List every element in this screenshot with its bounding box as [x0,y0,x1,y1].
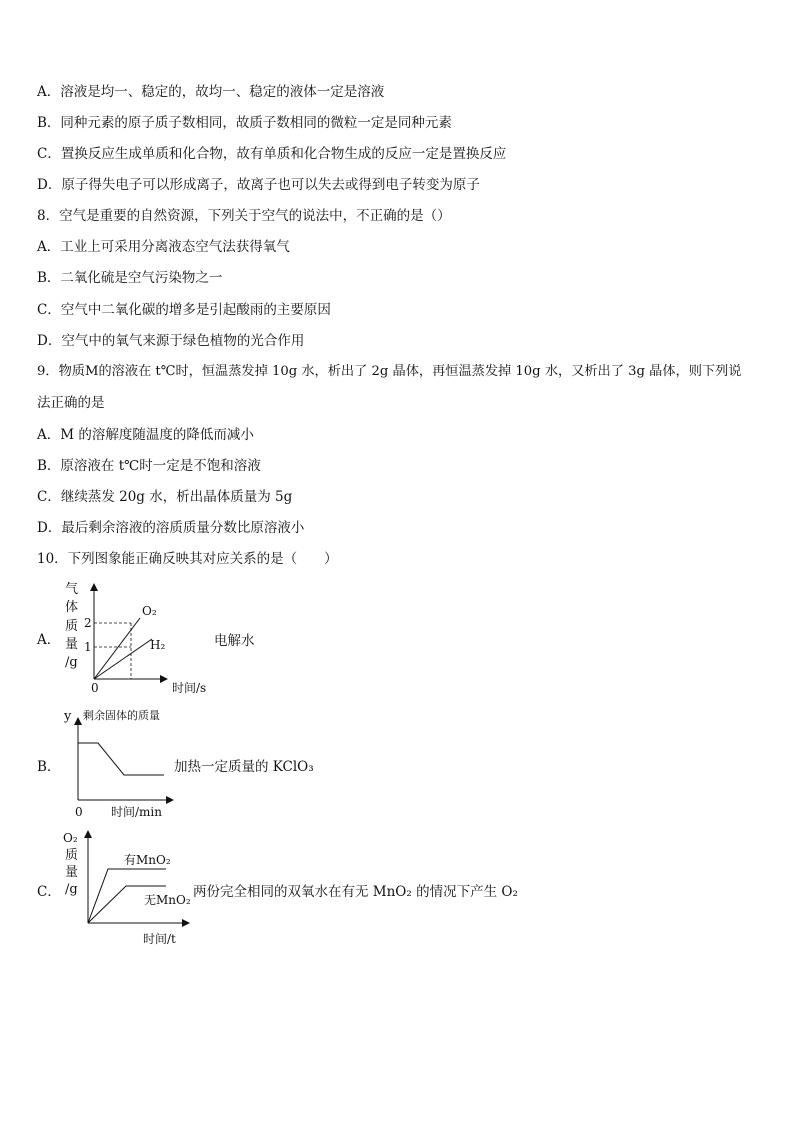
graph-c-ylabel-2: 量 [65,865,79,880]
q7-option-a: A．溶液是均一、稳定的，故均一、稳定的液体一定是溶液 [37,84,385,100]
graph-b-ylabel: 剩余固体的质量 [83,709,160,722]
graph-b-origin: 0 [75,805,83,819]
q9-option-c: C．继续蒸发 20g 水，析出晶体质量为 5g [37,489,293,505]
graph-c-label-without: 无MnO₂ [144,893,191,907]
graph-c-label-with: 有MnO₂ [124,853,171,867]
graph-c-xlabel: 时间/t [143,932,176,946]
graph-c-ylabel-3: /g [65,882,78,897]
q7-option-c: C．置换反应生成单质和化合物，故有单质和化合物生成的反应一定是置换反应 [37,146,507,162]
graph-a-line-h2 [94,639,152,679]
q10-a-label: A． [37,632,61,648]
graph-a-caption: 电解水 [214,633,255,649]
q7-option-d: D．原子得失电子可以形成离子，故离子也可以失去或得到电子转变为原子 [37,177,480,193]
q8-stem: 8．空气是重要的自然资源，下列关于空气的说法中，不正确的是（） [37,208,451,224]
q9-option-a: A．M 的溶解度随温度的降低而减小 [37,427,254,443]
graph-a-ylabel-0: 气 [65,582,79,597]
q8-option-a: A．工业上可采用分离液态空气法获得氧气 [37,239,290,255]
graph-c-ylabel-0: O₂ [63,831,78,845]
graph-b-curve [78,743,164,775]
graph-a-ylabel-4: /g [65,655,78,670]
q9-option-b: B．原溶液在 t℃时一定是不饱和溶液 [37,458,261,474]
q9-stem-line2: 法正确的是 [37,395,105,411]
graph-b-y-letter: y [64,709,72,724]
graph-a-xlabel: 时间/s [172,681,207,695]
graph-a-line-o2 [94,618,140,679]
graph-a-h2-label: H₂ [150,638,166,652]
q10-c-label: C． [37,884,61,900]
graph-a-tick-2: 2 [84,616,92,630]
graph-a-o2-label: O₂ [142,604,157,618]
graph-b-xlabel: 时间/min [111,805,162,819]
graph-a-ylabel-3: 量 [65,637,79,652]
q7-option-b: B．同种元素的原子质子数相同，故质子数相同的微粒一定是同种元素 [37,115,452,131]
q9-option-d: D．最后剩余溶液的溶质质量分数比原溶液小 [37,520,305,536]
graph-a-ylabel-1: 体 [65,600,79,615]
q9-stem-line1: 9．物质M的溶液在 t℃时，恒温蒸发掉 10g 水，析出了 2g 晶体，再恒温蒸发掉 10g 水，又析出了 3g 晶体，则下列说 [37,364,742,379]
graph-a-tick-1: 1 [84,640,92,654]
q8-option-c: C．空气中二氧化碳的增多是引起酸雨的主要原因 [37,302,331,318]
graph-a-ylabel-2: 质 [65,619,79,634]
graph-a [60,575,220,695]
graph-b-caption: 加热一定质量的 KClO₃ [174,759,314,775]
q10-b-label: B． [37,759,61,775]
q10-stem: 10．下列图象能正确反映其对应关系的是（ ） [37,551,338,567]
graph-c-caption: 两份完全相同的双氧水在有无 MnO₂ 的情况下产生 O₂ [193,884,518,900]
q8-option-d: D．空气中的氧气来源于绿色植物的光合作用 [37,333,305,349]
q8-option-b: B．二氧化硫是空气污染物之一 [37,270,223,286]
graph-c-ylabel-1: 质 [65,848,79,863]
graph-a-origin: 0 [91,681,99,695]
